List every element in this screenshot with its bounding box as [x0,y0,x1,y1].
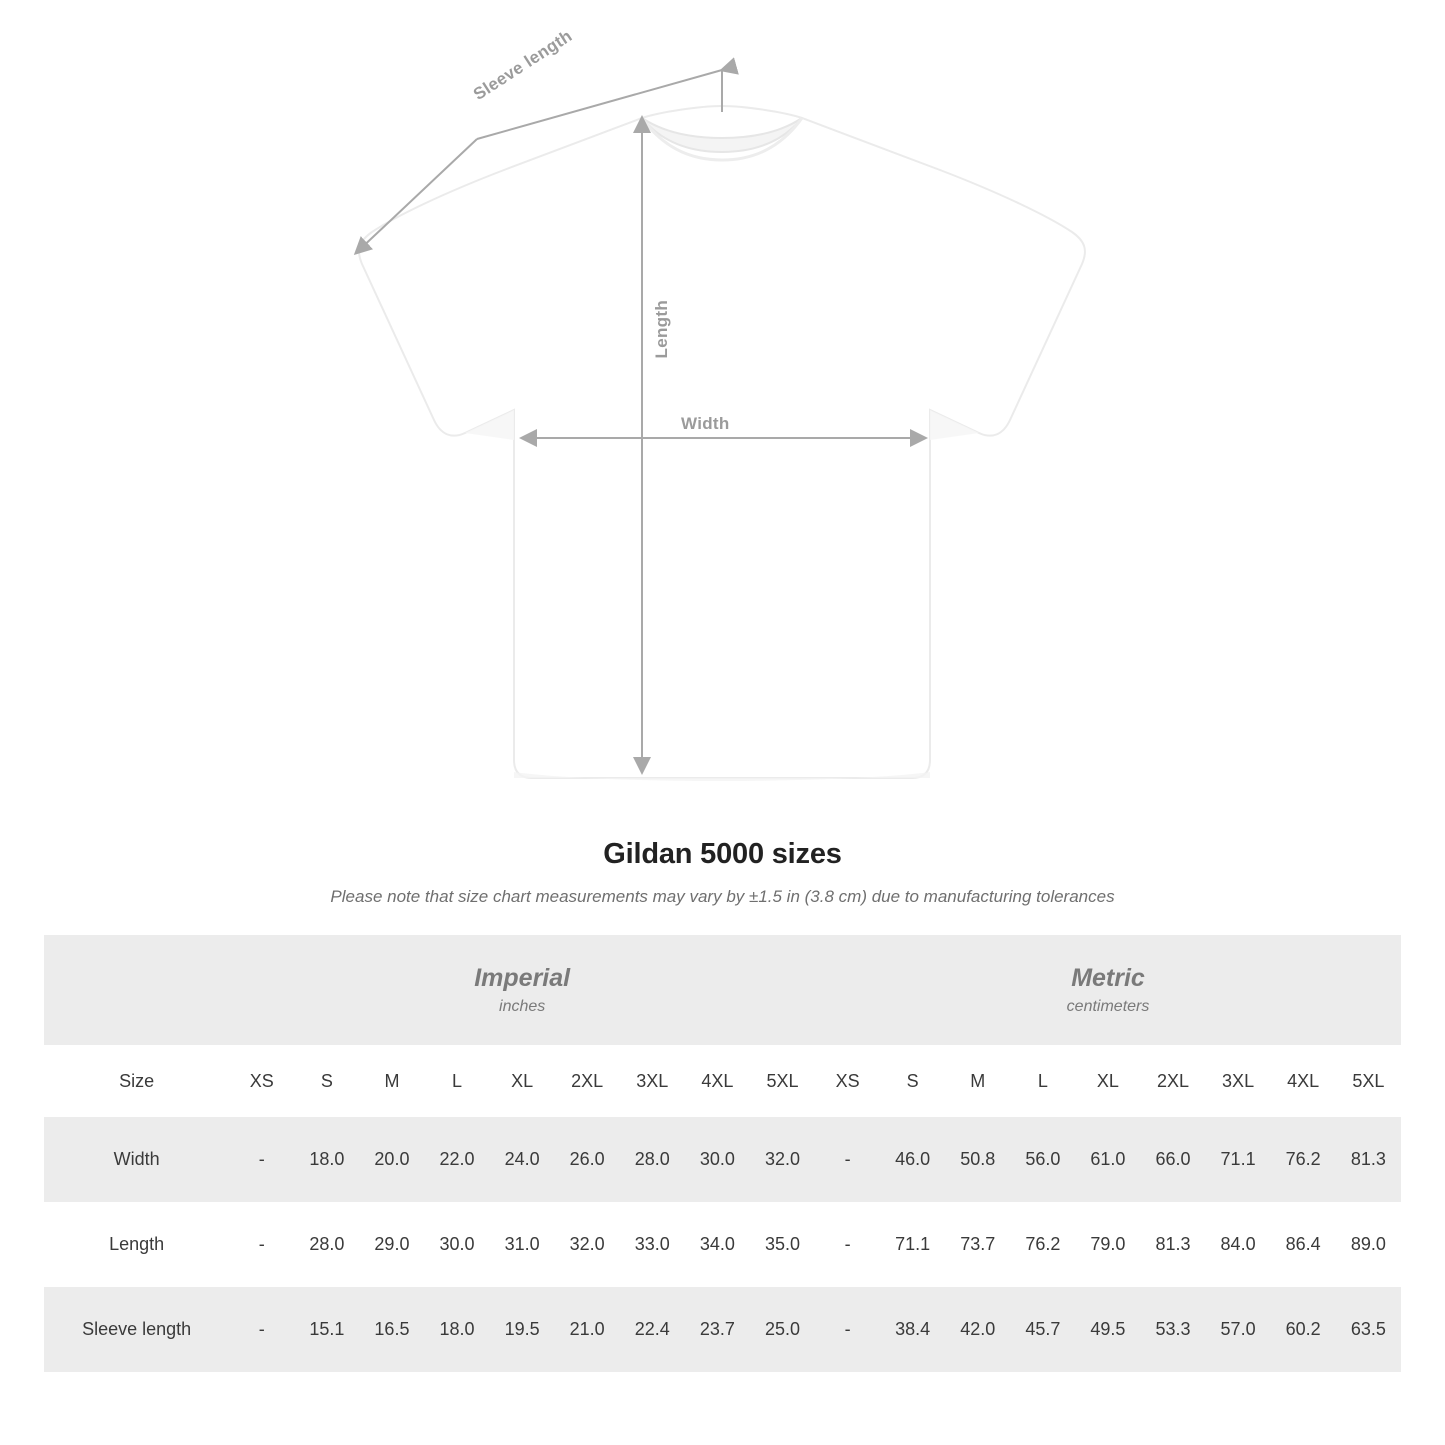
cell-sleeve-imperial-3xl: 22.4 [620,1287,685,1372]
unit-name-imperial: Imperial [474,964,571,993]
size-col-metric-xs: XS [815,1045,880,1117]
size-col-imperial-m: M [359,1045,424,1117]
cell-length-imperial-s: 28.0 [294,1202,359,1287]
page-title: Gildan 5000 sizes [603,838,842,870]
cell-sleeve-metric-xl: 49.5 [1075,1287,1140,1372]
size-col-imperial-5xl: 5XL [750,1045,815,1117]
cell-length-imperial-4xl: 34.0 [685,1202,750,1287]
cell-width-metric-m: 50.8 [945,1117,1010,1202]
cell-width-imperial-5xl: 32.0 [750,1117,815,1202]
cell-length-imperial-5xl: 35.0 [750,1202,815,1287]
cell-width-metric-s: 46.0 [880,1117,945,1202]
cell-sleeve-metric-4xl: 60.2 [1271,1287,1336,1372]
size-col-imperial-l: L [424,1045,489,1117]
cell-length-metric-2xl: 81.3 [1140,1202,1205,1287]
unit-header-imperial [229,935,815,1045]
cell-length-imperial-xl: 31.0 [490,1202,555,1287]
cell-length-metric-xl: 79.0 [1075,1202,1140,1287]
unit-header-spacer [44,935,229,1045]
size-chart-table-wrapper [44,935,1401,1372]
cell-length-metric-5xl: 89.0 [1336,1202,1401,1287]
cell-sleeve-imperial-m: 16.5 [359,1287,424,1372]
unit-sub-metric: centimeters [1066,997,1150,1015]
row-label-width: Width [44,1117,229,1202]
cell-width-metric-4xl: 76.2 [1271,1117,1336,1202]
cell-width-imperial-4xl: 30.0 [685,1117,750,1202]
cell-length-imperial-l: 30.0 [424,1202,489,1287]
sleeve-length-label: Sleeve length [470,26,576,104]
width-label: Width [681,414,730,433]
cell-length-imperial-m: 29.0 [359,1202,424,1287]
size-col-imperial-2xl: 2XL [555,1045,620,1117]
title-block [0,838,1445,907]
size-header-label: Size [44,1045,229,1117]
size-chart-table [44,935,1401,1372]
table-row [44,1287,1401,1372]
size-col-metric-m: M [945,1045,1010,1117]
size-header-row [44,1045,1401,1117]
cell-sleeve-imperial-s: 15.1 [294,1287,359,1372]
cell-sleeve-imperial-xl: 19.5 [490,1287,555,1372]
cell-length-imperial-3xl: 33.0 [620,1202,685,1287]
size-col-imperial-3xl: 3XL [620,1045,685,1117]
row-label-sleeve-length: Sleeve length [44,1287,229,1372]
cell-sleeve-imperial-4xl: 23.7 [685,1287,750,1372]
cell-width-imperial-s: 18.0 [294,1117,359,1202]
cell-length-imperial-2xl: 32.0 [555,1202,620,1287]
cell-length-metric-3xl: 84.0 [1206,1202,1271,1287]
unit-header-metric [815,935,1401,1045]
cell-length-metric-s: 71.1 [880,1202,945,1287]
cell-sleeve-metric-3xl: 57.0 [1206,1287,1271,1372]
cell-length-imperial-xs: - [229,1202,294,1287]
cell-length-metric-4xl: 86.4 [1271,1202,1336,1287]
cell-length-metric-xs: - [815,1202,880,1287]
cell-sleeve-metric-xs: - [815,1287,880,1372]
cell-width-imperial-xs: - [229,1117,294,1202]
table-row [44,1202,1401,1287]
cell-length-metric-m: 73.7 [945,1202,1010,1287]
cell-sleeve-imperial-xs: - [229,1287,294,1372]
size-col-metric-l: L [1010,1045,1075,1117]
cell-width-imperial-2xl: 26.0 [555,1117,620,1202]
cell-sleeve-imperial-2xl: 21.0 [555,1287,620,1372]
size-col-metric-xl: XL [1075,1045,1140,1117]
cell-length-metric-l: 76.2 [1010,1202,1075,1287]
table-row [44,1117,1401,1202]
cell-sleeve-imperial-5xl: 25.0 [750,1287,815,1372]
cell-width-imperial-m: 20.0 [359,1117,424,1202]
cell-width-metric-xs: - [815,1117,880,1202]
cell-sleeve-metric-l: 45.7 [1010,1287,1075,1372]
cell-width-metric-l: 56.0 [1010,1117,1075,1202]
cell-width-metric-5xl: 81.3 [1336,1117,1401,1202]
cell-width-imperial-xl: 24.0 [490,1117,555,1202]
cell-width-metric-3xl: 71.1 [1206,1117,1271,1202]
size-col-metric-4xl: 4XL [1271,1045,1336,1117]
unit-sub-imperial: inches [499,997,546,1015]
size-col-imperial-xl: XL [490,1045,555,1117]
size-col-metric-s: S [880,1045,945,1117]
cell-sleeve-imperial-l: 18.0 [424,1287,489,1372]
cell-sleeve-metric-s: 38.4 [880,1287,945,1372]
size-col-imperial-xs: XS [229,1045,294,1117]
unit-header-row [44,935,1401,1045]
cell-width-metric-2xl: 66.0 [1140,1117,1205,1202]
unit-name-metric: Metric [1071,964,1145,993]
size-col-metric-3xl: 3XL [1206,1045,1271,1117]
tshirt-shape [359,106,1085,781]
cell-width-imperial-3xl: 28.0 [620,1117,685,1202]
length-label: Length [652,300,671,359]
cell-sleeve-metric-m: 42.0 [945,1287,1010,1372]
row-label-length: Length [44,1202,229,1287]
cell-width-imperial-l: 22.0 [424,1117,489,1202]
cell-sleeve-metric-5xl: 63.5 [1336,1287,1401,1372]
size-col-imperial-4xl: 4XL [685,1045,750,1117]
tolerance-note: Please note that size chart measurements may vary by ±1.5 in (3.8 cm) due to manufacturing tolerances [330,887,1115,906]
cell-width-metric-xl: 61.0 [1075,1117,1140,1202]
size-col-imperial-s: S [294,1045,359,1117]
size-col-metric-2xl: 2XL [1140,1045,1205,1117]
cell-sleeve-metric-2xl: 53.3 [1140,1287,1205,1372]
size-col-metric-5xl: 5XL [1336,1045,1401,1117]
